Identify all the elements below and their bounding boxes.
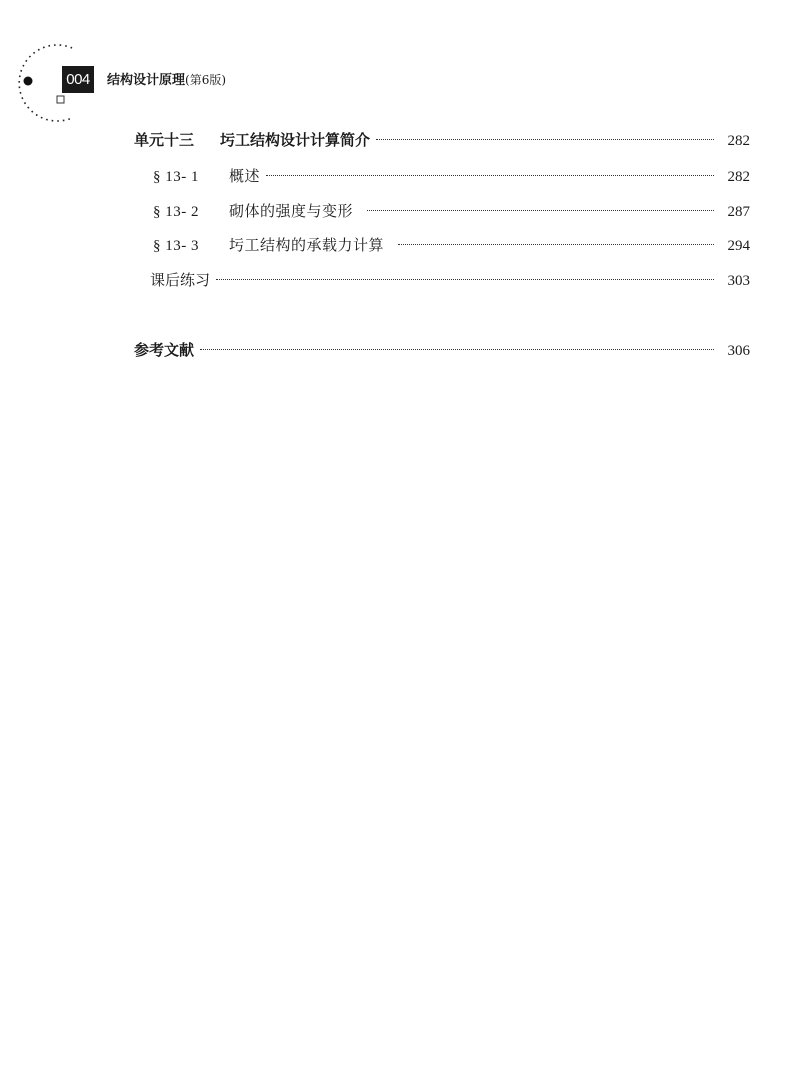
toc-entry-exercises[interactable] <box>150 268 750 292</box>
section-title: 砌体的强度与变形 <box>229 202 354 220</box>
toc-page-number: 282 <box>727 169 750 185</box>
toc-entry-label <box>153 199 353 224</box>
section-title: 圬工结构的承载力计算 <box>229 236 385 254</box>
unit-number: 单元十三 <box>134 131 195 149</box>
bullet-dot <box>24 77 33 86</box>
unit-title: 圬工结构设计计算简介 <box>220 131 371 149</box>
dot-leader <box>216 279 714 280</box>
header-ornament <box>0 0 120 130</box>
toc-entry-label <box>153 164 260 189</box>
dot-leader <box>376 139 714 140</box>
toc-entry-references[interactable] <box>134 338 750 362</box>
book-title: 结构设计原理 <box>107 73 186 88</box>
toc-page-number: 306 <box>727 343 750 359</box>
page-number: 004 <box>62 66 94 93</box>
section-number: § 13- 1 <box>153 169 199 185</box>
section-number: § 13- 3 <box>153 238 199 254</box>
toc-entry-section[interactable] <box>153 164 750 188</box>
toc-page-number: 294 <box>727 238 750 254</box>
dot-leader <box>200 349 714 350</box>
small-square-icon <box>57 96 64 103</box>
toc-entry-label <box>153 233 384 258</box>
edition: (第6版) <box>185 73 227 87</box>
toc-entry-label <box>134 128 370 152</box>
dot-leader <box>398 244 714 245</box>
section-number: § 13- 2 <box>153 204 199 220</box>
dot-leader <box>266 175 714 176</box>
toc-entry-unit[interactable] <box>134 128 750 152</box>
running-title <box>107 70 226 91</box>
toc-entry-section[interactable] <box>153 199 750 223</box>
toc-page-number: 303 <box>727 273 750 289</box>
toc-entry-section[interactable] <box>153 233 750 257</box>
dot-leader <box>367 210 714 211</box>
section-title: 概述 <box>229 167 261 185</box>
toc-page-number: 287 <box>727 204 750 220</box>
toc-entry-label: 课后练习 <box>150 271 211 289</box>
toc-entry-label: 参考文献 <box>134 341 195 359</box>
toc-page-number: 282 <box>727 133 750 149</box>
